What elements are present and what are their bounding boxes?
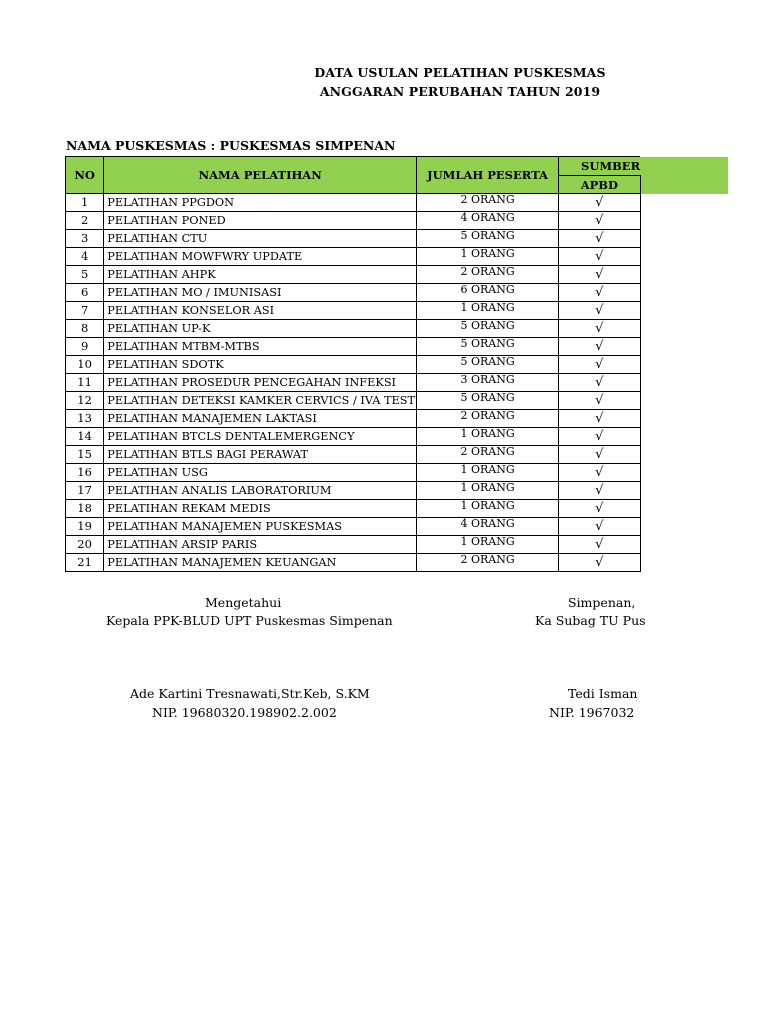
row-apbd-check: √ [559,464,641,482]
col-header-sumber: SUMBER [559,157,641,176]
row-apbd-check: √ [559,212,641,230]
row-apbd-check: √ [559,500,641,518]
row-apbd-check: √ [559,248,641,266]
row-jumlah-peserta: 5 ORANG [417,335,559,353]
row-no: 18 [66,500,104,518]
sign-right-nip: NIP. 1967032 [549,705,635,720]
row-nama-pelatihan: PELATIHAN DETEKSI KAMKER CERVICS / IVA TEST [104,392,417,410]
row-jumlah-peserta: 5 ORANG [417,353,559,371]
table-row [66,230,729,248]
table-row [66,536,729,554]
row-no: 1 [66,194,104,212]
table-row [66,446,729,464]
table-row [66,518,729,536]
row-jumlah-peserta: 1 ORANG [417,461,559,479]
row-jumlah-peserta: 1 ORANG [417,299,559,317]
row-jumlah-peserta: 6 ORANG [417,281,559,299]
row-jumlah-peserta: 2 ORANG [417,263,559,281]
row-nama-pelatihan: PELATIHAN REKAM MEDIS [104,500,417,518]
row-apbd-check: √ [559,284,641,302]
row-apbd-check: √ [559,518,641,536]
row-jumlah-peserta: 3 ORANG [417,371,559,389]
row-no: 4 [66,248,104,266]
row-jumlah-peserta: 2 ORANG [417,407,559,425]
sign-right-line2: Ka Subag TU Pus [535,613,646,628]
row-nama-pelatihan: PELATIHAN BTLS BAGI PERAWAT [104,446,417,464]
row-nama-pelatihan: PELATIHAN MANAJEMEN KEUANGAN [104,554,417,572]
row-no: 17 [66,482,104,500]
row-jumlah-peserta: 1 ORANG [417,245,559,263]
row-apbd-check: √ [559,392,641,410]
row-jumlah-peserta: 2 ORANG [417,551,559,569]
row-apbd-check: √ [559,320,641,338]
row-no: 14 [66,428,104,446]
row-no: 6 [66,284,104,302]
table-body [66,194,729,572]
row-apbd-check: √ [559,482,641,500]
sign-right-name: Tedi Isman [568,686,638,701]
row-no: 13 [66,410,104,428]
table-row [66,320,729,338]
row-apbd-check: √ [559,266,641,284]
table-row [66,194,729,212]
table-row [66,284,729,302]
header-fill [640,157,728,194]
table-row [66,248,729,266]
row-nama-pelatihan: PELATIHAN SDOTK [104,356,417,374]
row-no: 19 [66,518,104,536]
row-apbd-check: √ [559,554,641,572]
row-apbd-check: √ [559,302,641,320]
row-nama-pelatihan: PELATIHAN ANALIS LABORATORIUM [104,482,417,500]
row-no: 21 [66,554,104,572]
row-nama-pelatihan: PELATIHAN BTCLS DENTALEMERGENCY [104,428,417,446]
sign-left-line2: Kepala PPK-BLUD UPT Puskesmas Simpenan [106,613,393,628]
table-row [66,554,729,572]
col-header-jumlah: JUMLAH PESERTA [417,157,559,194]
row-jumlah-peserta: 1 ORANG [417,497,559,515]
sign-right-line1: Simpenan, [568,595,636,610]
table-row [66,428,729,446]
row-nama-pelatihan: PELATIHAN PPGDON [104,194,417,212]
table-row [66,212,729,230]
table-row [66,338,729,356]
row-nama-pelatihan: PELATIHAN KONSELOR ASI [104,302,417,320]
row-no: 16 [66,464,104,482]
training-table [65,156,728,572]
row-apbd-check: √ [559,536,641,554]
sign-left-name: Ade Kartini Tresnawati,Str.Keb, S.KM [130,686,370,701]
row-jumlah-peserta: 5 ORANG [417,227,559,245]
row-apbd-check: √ [559,338,641,356]
row-jumlah-peserta: 1 ORANG [417,533,559,551]
table-row [66,410,729,428]
row-nama-pelatihan: PELATIHAN AHPK [104,266,417,284]
row-apbd-check: √ [559,428,641,446]
col-header-apbd: APBD [559,176,641,194]
row-apbd-check: √ [559,194,641,212]
row-apbd-check: √ [559,230,641,248]
sign-left-line1: Mengetahui [205,595,282,610]
table-row [66,356,729,374]
row-nama-pelatihan: PELATIHAN MANAJEMEN LAKTASI [104,410,417,428]
row-no: 12 [66,392,104,410]
row-apbd-check: √ [559,446,641,464]
row-no: 15 [66,446,104,464]
doc-title-line2: ANGGARAN PERUBAHAN TAHUN 2019 [319,84,601,99]
sign-right-block [520,590,646,720]
row-nama-pelatihan: PELATIHAN CTU [104,230,417,248]
row-nama-pelatihan: PELATIHAN PONED [104,212,417,230]
row-nama-pelatihan: PELATIHAN MANAJEMEN PUSKESMAS [104,518,417,536]
row-jumlah-peserta: 4 ORANG [417,515,559,533]
col-header-no: NO [66,157,104,194]
row-apbd-check: √ [559,410,641,428]
row-no: 11 [66,374,104,392]
row-nama-pelatihan: PELATIHAN MOWFWRY UPDATE [104,248,417,266]
row-nama-pelatihan: PELATIHAN MTBM-MTBS [104,338,417,356]
row-no: 7 [66,302,104,320]
row-jumlah-peserta: 4 ORANG [417,209,559,227]
row-jumlah-peserta: 5 ORANG [417,389,559,407]
training-table-container [65,156,728,581]
table-row [66,464,729,482]
row-jumlah-peserta: 5 ORANG [417,317,559,335]
table-row [66,374,729,392]
row-no: 3 [66,230,104,248]
row-no: 20 [66,536,104,554]
row-nama-pelatihan: PELATIHAN MO / IMUNISASI [104,284,417,302]
row-apbd-check: √ [559,374,641,392]
row-no: 10 [66,356,104,374]
table-row [66,500,729,518]
sign-left-nip: NIP. 19680320.198902.2.002 [152,705,337,720]
row-apbd-check: √ [559,356,641,374]
row-no: 8 [66,320,104,338]
row-nama-pelatihan: PELATIHAN ARSIP PARIS [104,536,417,554]
row-jumlah-peserta: 1 ORANG [417,425,559,443]
table-row [66,266,729,284]
row-nama-pelatihan: PELATIHAN PROSEDUR PENCEGAHAN INFEKSI [104,374,417,392]
table-row [66,302,729,320]
row-jumlah-peserta: 1 ORANG [417,479,559,497]
row-no: 5 [66,266,104,284]
row-jumlah-peserta: 2 ORANG [417,443,559,461]
row-no: 2 [66,212,104,230]
row-nama-pelatihan: PELATIHAN USG [104,464,417,482]
row-jumlah-peserta: 2 ORANG [417,191,559,209]
doc-title-line1: DATA USULAN PELATIHAN PUSKESMAS [314,65,606,80]
table-row [66,392,729,410]
row-no: 9 [66,338,104,356]
row-nama-pelatihan: PELATIHAN UP-K [104,320,417,338]
table-row [66,482,729,500]
col-header-nama: NAMA PELATIHAN [104,157,417,194]
puskesmas-name-label: NAMA PUSKESMAS : PUSKESMAS SIMPENAN [66,138,396,153]
